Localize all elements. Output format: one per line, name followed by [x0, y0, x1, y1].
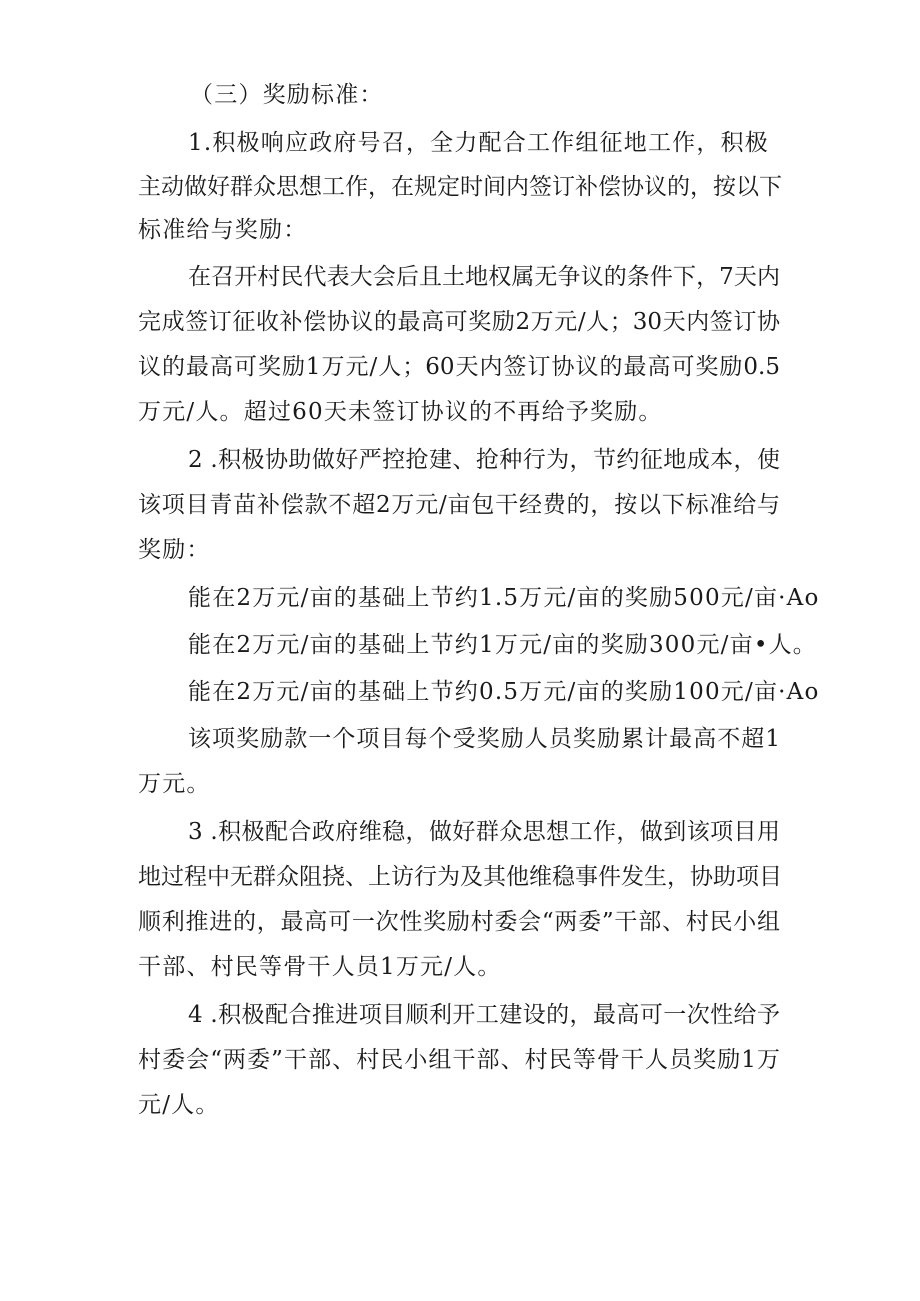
item2-line-2: 该项目青苗补偿款不超2万元/亩包干经费的，按以下标准给与 — [138, 492, 780, 518]
item3-line-1: 3 .积极配合政府维稳，做好群众思想工作，做到该项目用 — [188, 819, 780, 845]
item2-cap-line-2: 万元。 — [138, 771, 211, 797]
item3-line-2: 地过程中无群众阻挠、上访行为及其他维稳事件发生，协助项目 — [138, 864, 782, 890]
item2-line-1: 2 .积极协助做好严控抢建、抢种行为，节约征地成本，使 — [188, 447, 780, 473]
item4-line-3: 元/人。 — [138, 1092, 220, 1118]
item1-detail-line-1: 在召开村民代表大会后且土地权属无争议的条件下，7天内 — [188, 264, 780, 290]
section-heading: （三）奖励标准： — [190, 82, 384, 108]
item1-line-1: 1.积极响应政府号召，全力配合工作组征地工作，积极 — [188, 130, 769, 156]
item2-rule-line-2: 能在2万元/亩的基础上节约1万元/亩的奖励300元/亩•人。 — [188, 632, 817, 658]
item4-line-2: 村委会“两委”干部、村民小组干部、村民等骨干人员奖励1万 — [138, 1047, 780, 1073]
item1-detail-line-2: 完成签订征收补偿协议的最高可奖励2万元/人；30天内签订协 — [138, 309, 780, 335]
item1-detail-line-4: 万元/人。超过60天未签订协议的不再给予奖励。 — [138, 399, 663, 425]
item3-line-4: 干部、村民等骨干人员1万元/人。 — [138, 954, 502, 980]
item3-line-3: 顺利推进的，最高可一次性奖励村委会“两委”干部、村民小组 — [138, 909, 780, 935]
item1-line-3: 标准给与奖励： — [138, 217, 308, 243]
item2-rule-line-3: 能在2万元/亩的基础上节约0.5万元/亩的奖励100元/亩·Ao — [188, 679, 820, 705]
item2-rule-line-1: 能在2万元/亩的基础上节约1.5万元/亩的奖励500元/亩·Ao — [188, 585, 820, 611]
item2-line-3: 奖励： — [138, 537, 211, 563]
item1-detail-line-3: 议的最高可奖励1万元/人；60天内签订协议的最高可奖励0.5 — [138, 354, 780, 380]
item1-line-2: 主动做好群众思想工作，在规定时间内签订补偿协议的，按以下 — [138, 174, 782, 200]
item2-cap-line-1: 该项奖励款一个项目每个受奖励人员奖励累计最高不超1 — [188, 726, 780, 752]
item4-line-1: 4 .积极配合推进项目顺利开工建设的，最高可一次性给予 — [188, 1002, 780, 1028]
